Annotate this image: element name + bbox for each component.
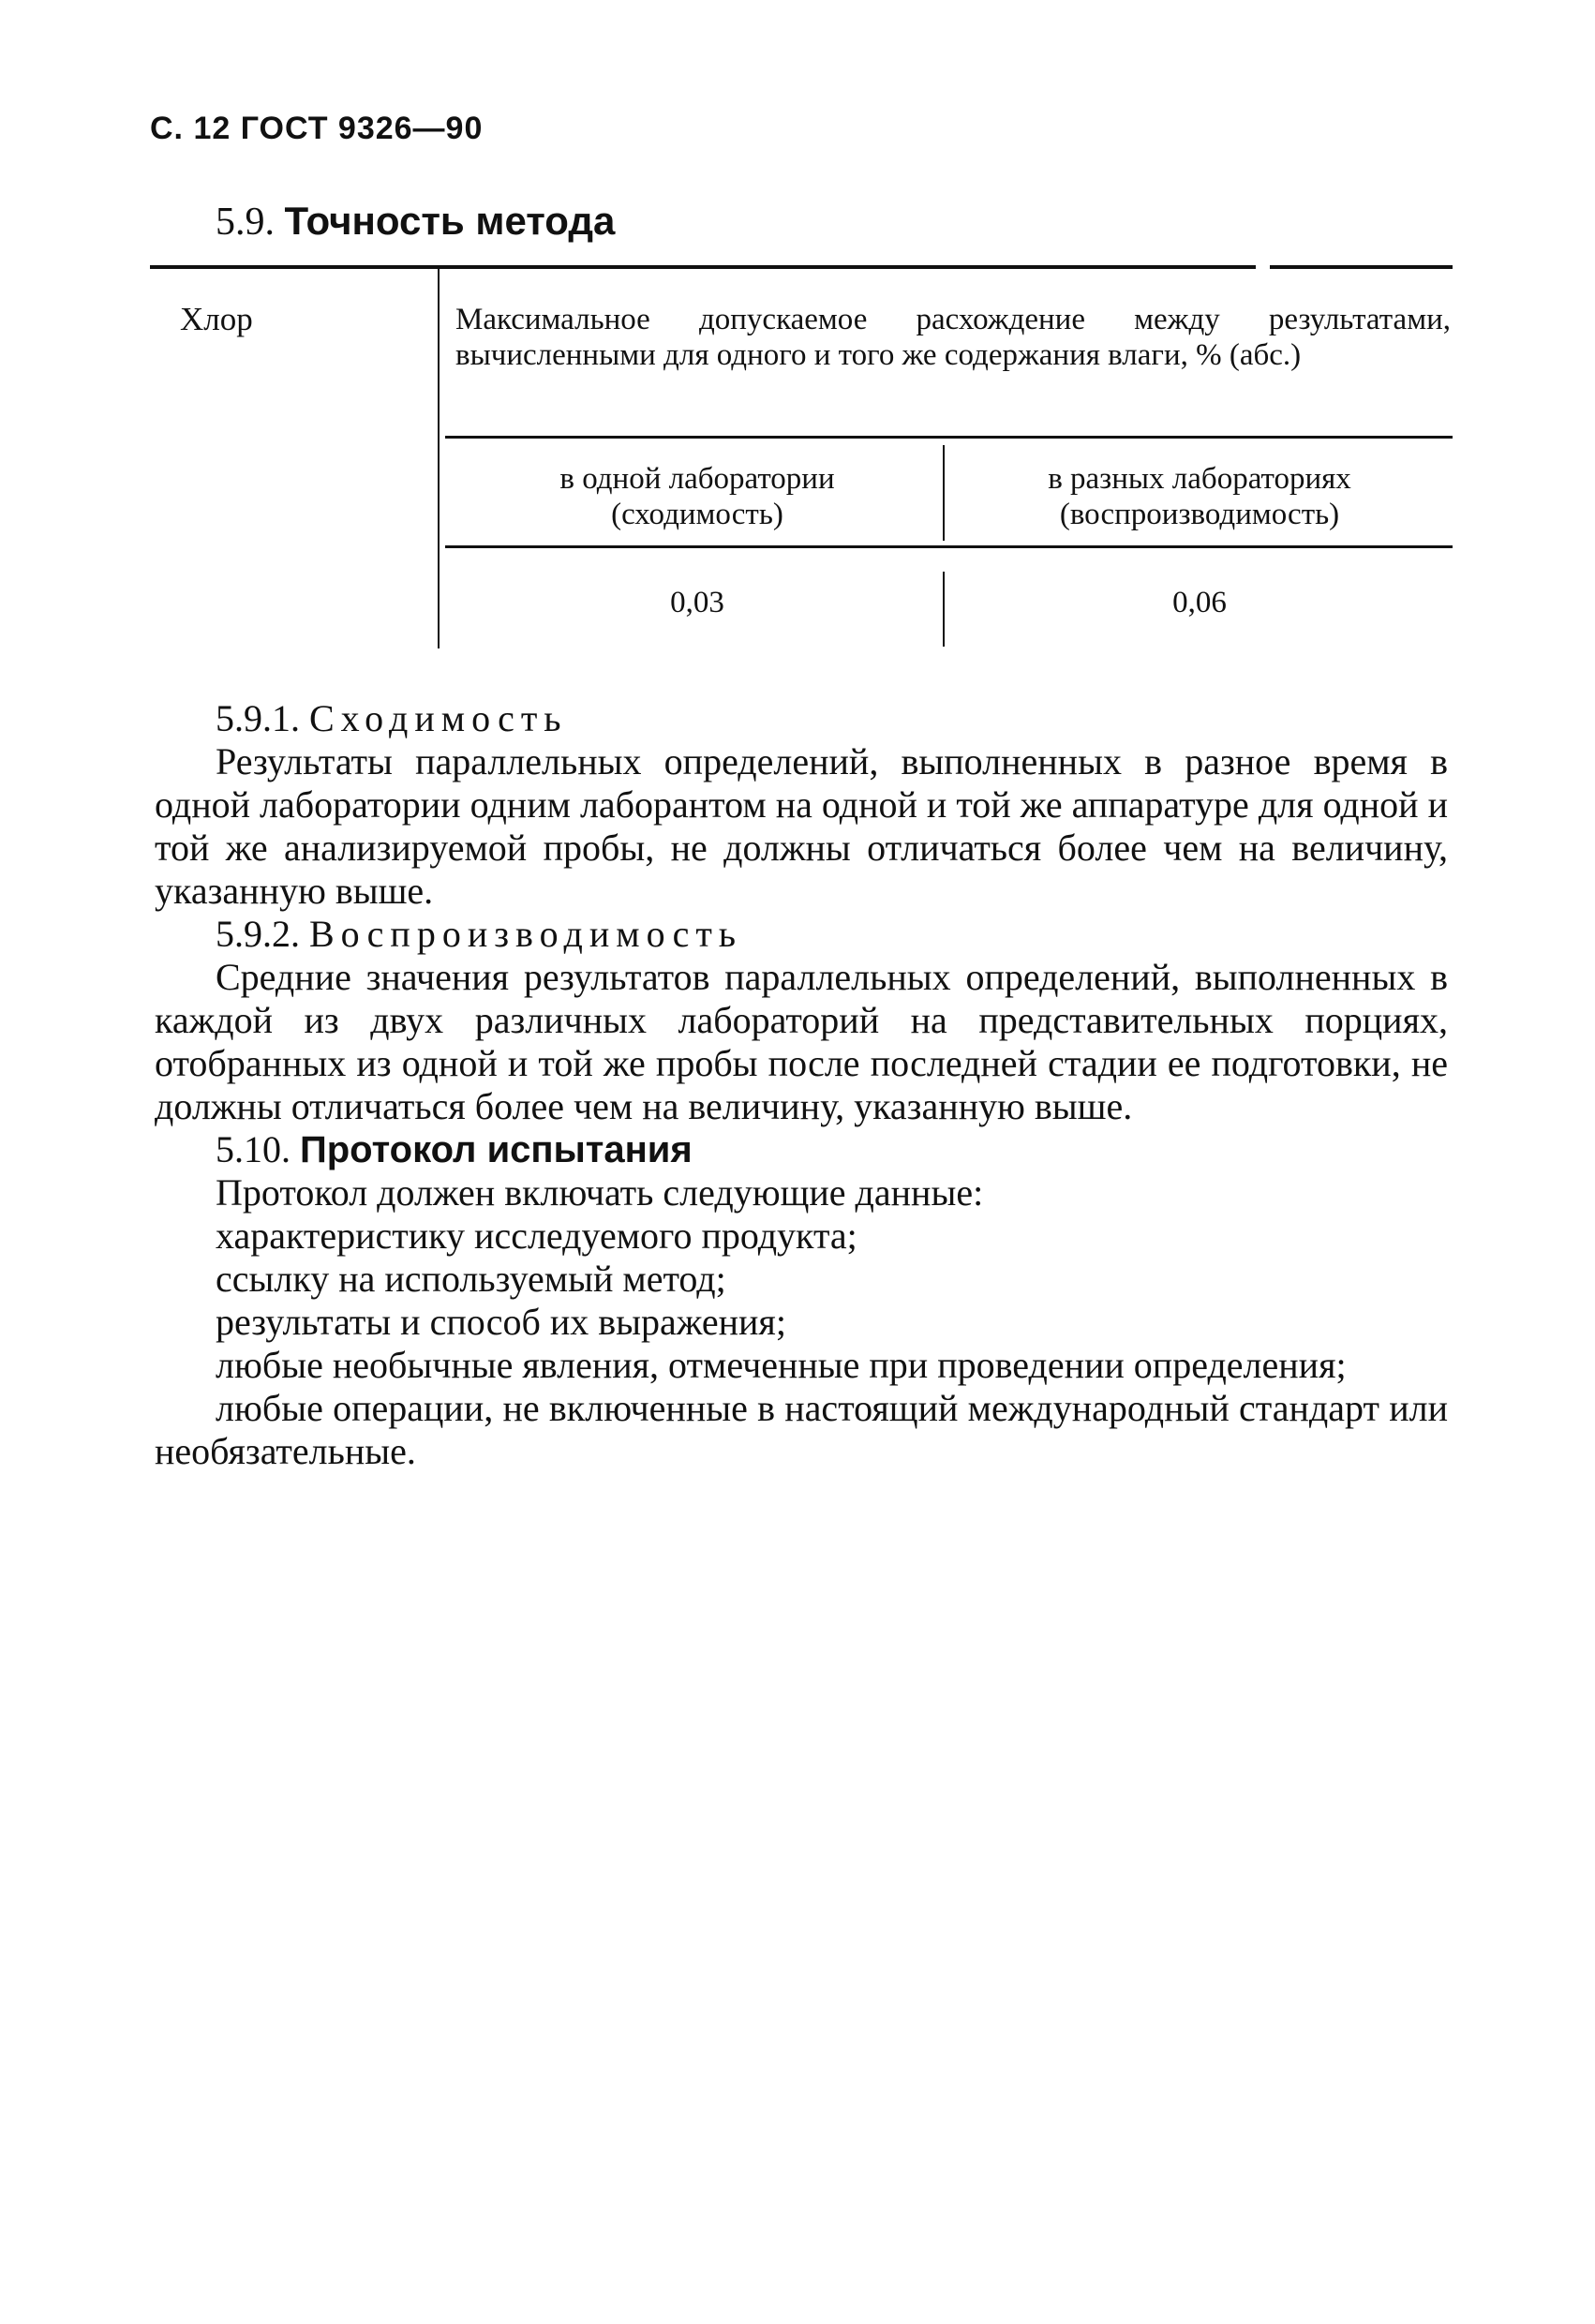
table-col2-header-line2: (воспроизводимость) xyxy=(1059,498,1340,531)
table-top-rule-right xyxy=(1270,265,1453,269)
table-col2-header-line1: в разных лабораториях xyxy=(1048,462,1351,496)
reproducibility-paragraph: Средние значения результатов параллельных определений, выполненных в каждой из двух различных лабораторий на представительных порциях, отобранных из одной и той же пробы после последней стадии ее подготовки, не должны отличаться более чем на величину, указанную выше. xyxy=(155,956,1448,1127)
section-title xyxy=(216,199,615,245)
table-column-divider-top xyxy=(943,445,945,541)
protocol-title: Протокол испытания xyxy=(300,1129,693,1170)
subsection-title: Воспроизводимость xyxy=(309,913,743,955)
table-row-label: Хлор xyxy=(180,301,253,337)
repeatability-paragraph: Результаты параллельных определений, выполненных в разное время в одной лаборатории одним лаборантом на одной и той же аппаратуре для одной и той же анализируемой пробы, не должны отличаться более чем на величину, указанную выше. xyxy=(155,740,1448,912)
page-header: С. 12 ГОСТ 9326—90 xyxy=(150,111,484,146)
table-vertical-divider xyxy=(438,269,440,648)
protocol-number: 5.10. xyxy=(216,1128,291,1170)
table-caption: Максимальное допускаемое расхождение между результатами, вычисленными для одного и того же содержания влаги, % (абс.) xyxy=(455,303,1451,372)
protocol-intro: Протокол должен включать следующие данные: xyxy=(216,1171,984,1214)
table-column-divider-bottom xyxy=(943,572,945,647)
table-header-rule xyxy=(445,545,1453,548)
section-title-text: Точность метода xyxy=(284,199,616,243)
subsection-title: Сходимость xyxy=(309,697,568,739)
table-col1-header-line1: в одной лаборатории xyxy=(559,462,835,496)
table-col1-value: 0,03 xyxy=(670,586,724,619)
table-col2-value: 0,06 xyxy=(1172,586,1227,619)
body-text xyxy=(155,697,1448,1473)
protocol-heading xyxy=(155,1128,1448,1171)
subsection-number: 5.9.2. xyxy=(216,913,300,955)
table-caption-rule xyxy=(445,436,1453,439)
table-col2-header xyxy=(948,461,1451,532)
protocol-list-item: ссылку на используемый метод; xyxy=(216,1258,726,1300)
table-col1-header xyxy=(455,461,940,532)
protocol-list-item: любые необычные явления, отмеченные при проведении определения; xyxy=(216,1344,1347,1386)
protocol-list-item: характеристику исследуемого продукта; xyxy=(216,1214,857,1257)
table-col1-header-line2: (сходимость) xyxy=(611,498,783,531)
subsection-heading-reproducibility xyxy=(155,913,1448,956)
subsection-number: 5.9.1. xyxy=(216,697,300,739)
table-top-rule xyxy=(150,265,1256,269)
section-number: 5.9. xyxy=(216,201,275,244)
protocol-list-item: результаты и способ их выражения; xyxy=(216,1301,786,1343)
protocol-list-item: любые операции, не включенные в настоящий международный стандарт или необязательные. xyxy=(155,1387,1448,1472)
subsection-heading-repeatability xyxy=(155,697,1448,740)
